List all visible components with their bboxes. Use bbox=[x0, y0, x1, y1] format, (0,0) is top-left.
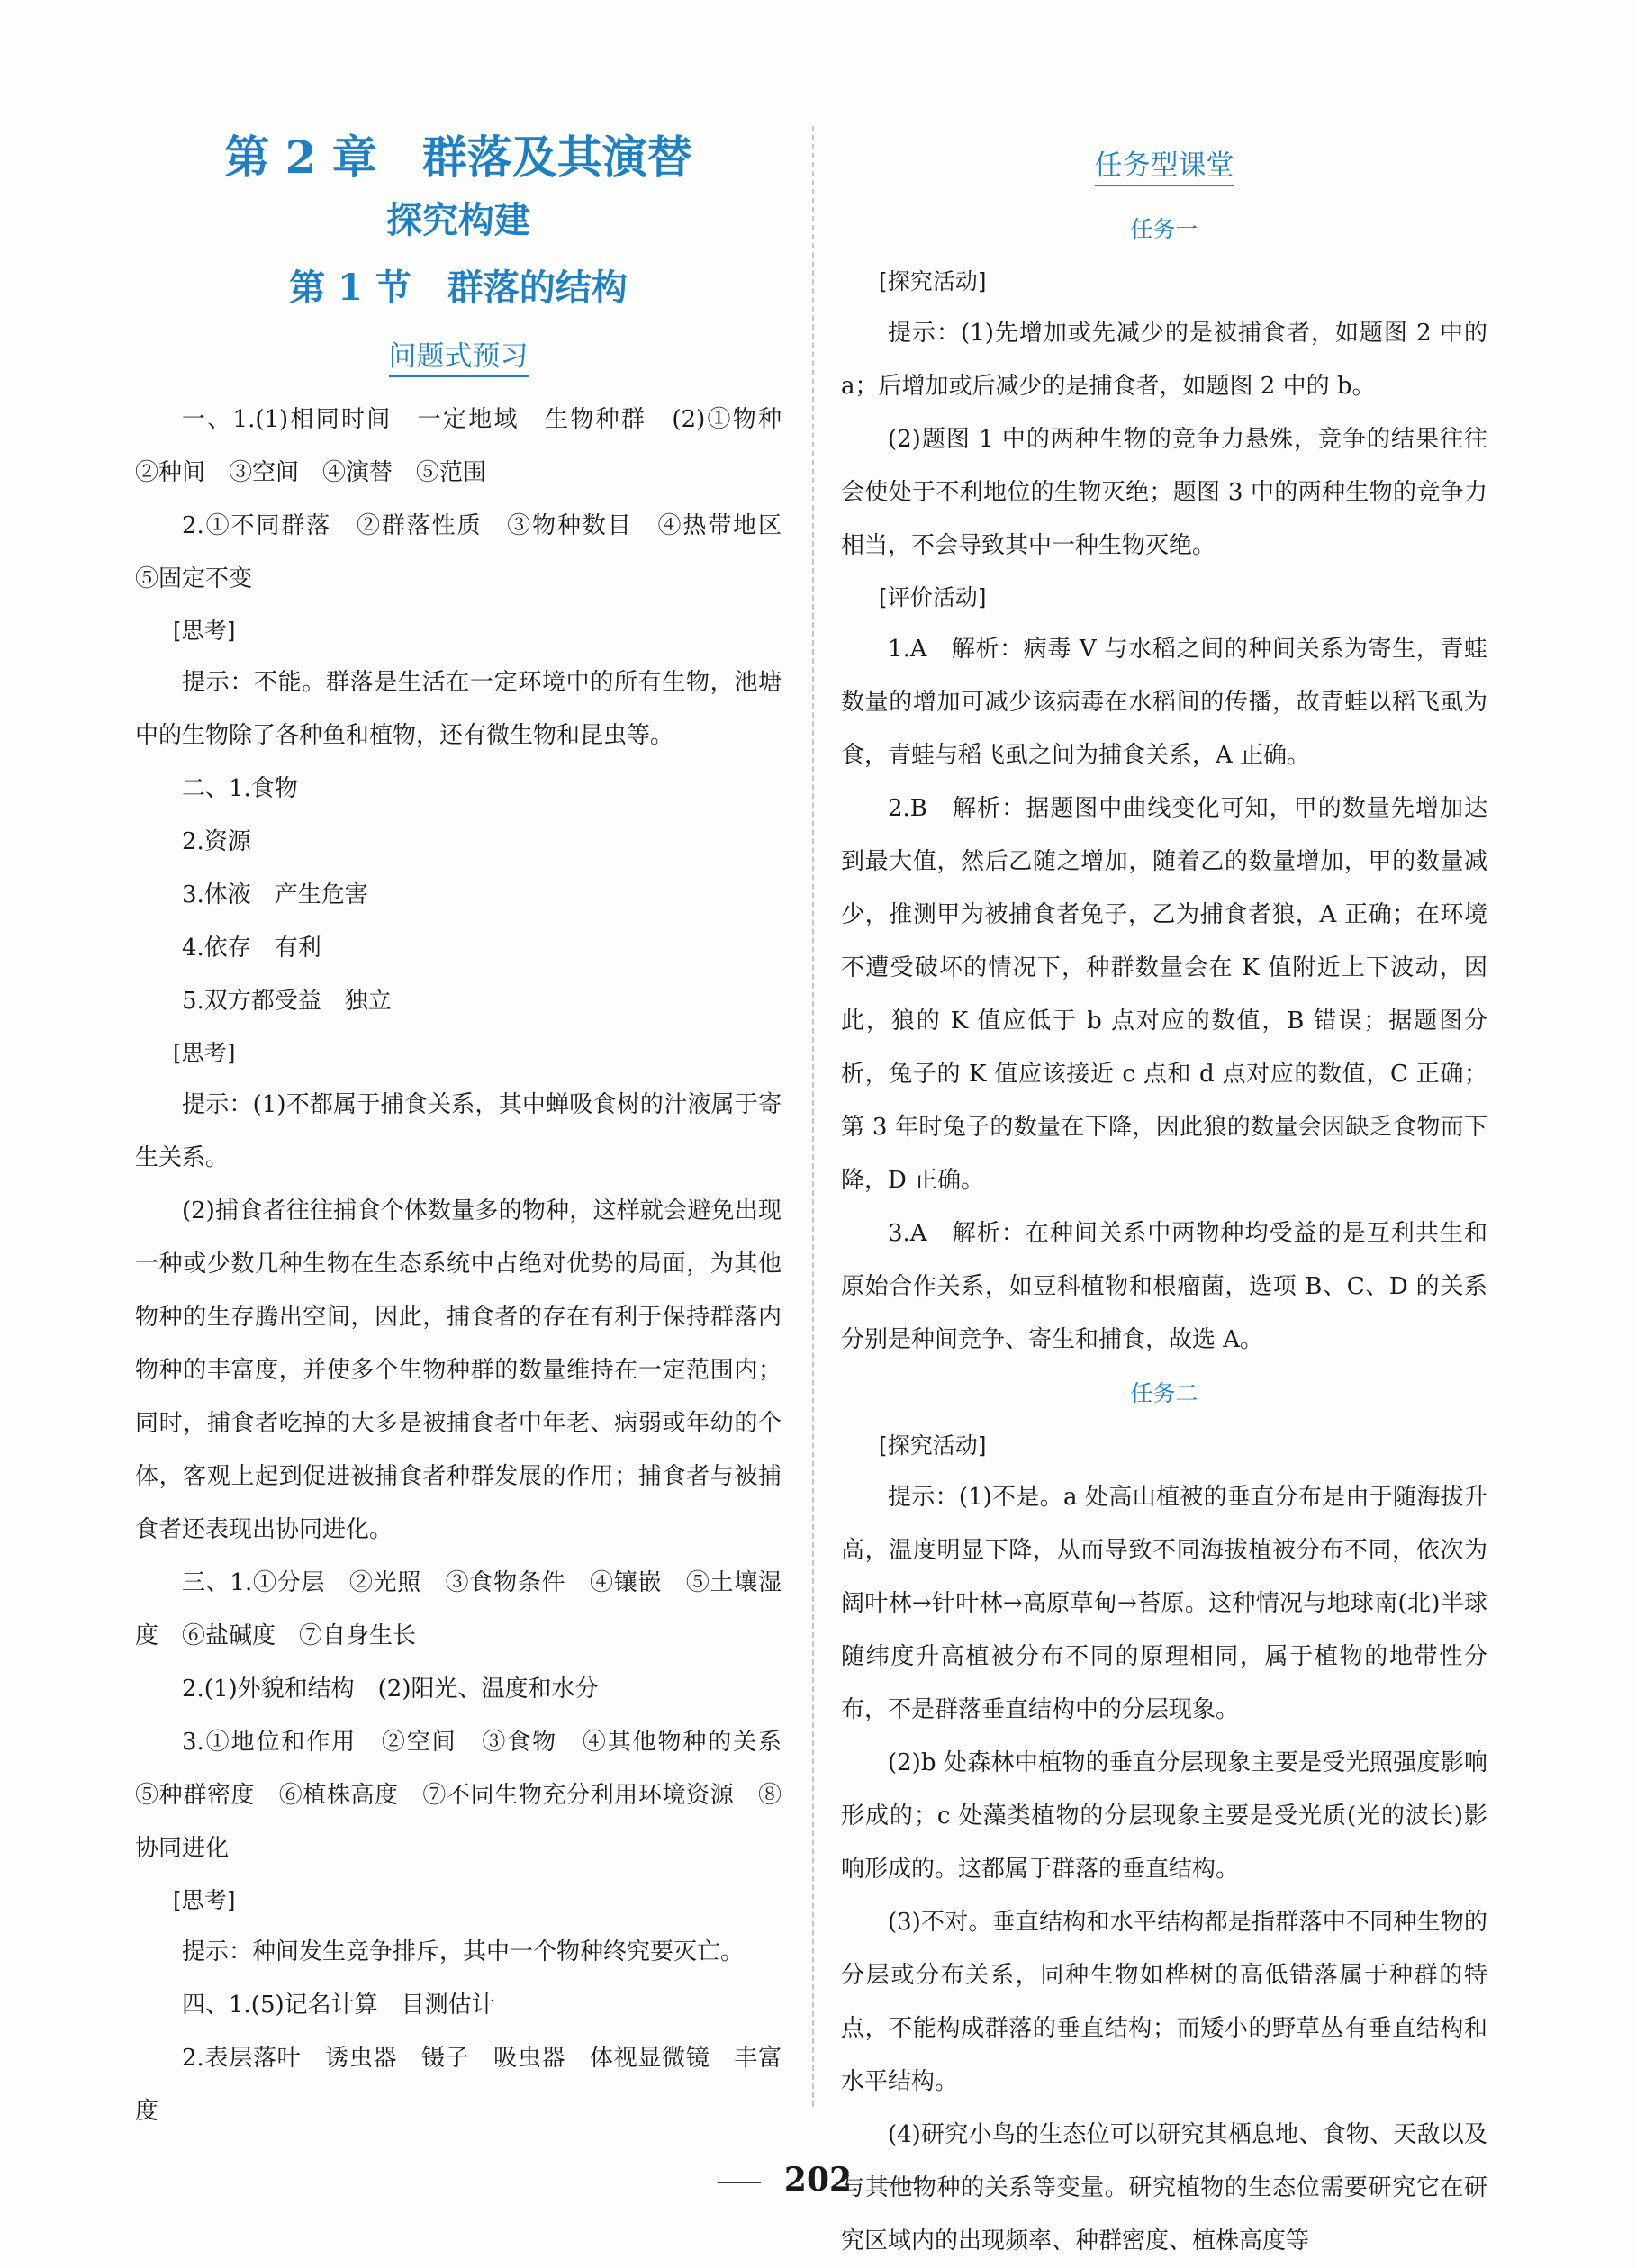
paragraph: (2)题图 1 中的两种生物的竞争力悬殊，竞争的结果往往会使处于不利地位的生物灭绝；题图 3 中的两种生物的竞争力相当，不会导致其中一种生物灭绝。 bbox=[841, 426, 1487, 559]
paragraph: 3.A 解析：在种间关系中两物种均受益的是互利共生和原始合作关系，如豆科植物和根瘤菌，选项 B、C、D 的关系分别是种间竞争、寄生和捕食，故选 A。 bbox=[841, 1220, 1487, 1353]
section-tag: [探究活动] bbox=[879, 1432, 987, 1459]
section-tag: [思考] bbox=[173, 1887, 236, 1913]
page-number: 202 bbox=[0, 2161, 1636, 2199]
paragraph: 提示：(1)不是。a 处高山植被的垂直分布是由于随海拔升高，温度明显下降，从而导致不同海拔植被分布不同，依次为阔叶林→针叶林→高原草甸→苔原。这种情况与地球南(北)半球随纬度升高植被分布不同的原理相同，属于植物的地带性分布，不是群落垂直结构中的分层现象。 bbox=[841, 1484, 1487, 1723]
right-body bbox=[841, 203, 1487, 2268]
preview-heading: 问题式预习 bbox=[135, 333, 782, 374]
paragraph: 2.B 解析：据题图中曲线变化可知，甲的数量先增加达到最大值，然后乙随之增加，随着乙的数量增加，甲的数量减少，推测甲为被捕食者兔子，乙为捕食者狼，A 正确；在环境不遭受破坏的情况下，种群数量会在 K 值附近上下波动，因此，狼的 K 值应低于 b 点对应的数值，B 错误；据题图分析，兔子的 K 值应该接近 c 点和 d 点对应的数值，C 正确；第 3 年时兔子的数量在下降，因此狼的数量会因缺乏食物而下降，D 正确。 bbox=[841, 795, 1487, 1194]
paragraph: 2.(1)外貌和结构 (2)阳光、温度和水分 bbox=[182, 1676, 599, 1703]
classroom-heading: 任务型课堂 bbox=[841, 142, 1487, 183]
paragraph: (4)研究小鸟的生态位可以研究其栖息地、食物、天敌以及与其他物种的关系等变量。研究植物的生态位需要研究它在研究区域内的出现频率、种群密度、植株高度等 bbox=[841, 2121, 1487, 2254]
paragraph: 3.体液 产生危害 bbox=[182, 881, 368, 908]
paragraph: (2)捕食者往往捕食个体数量多的物种，这样就会避免出现一种或少数几种生物在生态系统中占绝对优势的局面，为其他物种的生存腾出空间，因此，捕食者的存在有利于保持群落内物种的丰富度，并使多个生物种群的数量维持在一定范围内；同时，捕食者吃掉的大多是被捕食者中年老、病弱或年幼的个体，客观上起到促进被捕食者种群发展的作用；捕食者与被捕食者还表现出协同进化。 bbox=[135, 1197, 782, 1543]
paragraph: 2.表层落叶 诱虫器 镊子 吸虫器 体视显微镜 丰富度 bbox=[135, 2045, 782, 2125]
subtitle: 探究构建 bbox=[386, 199, 530, 241]
chapter-title: 第 2 章 群落及其演替 bbox=[224, 131, 692, 184]
section-tag: [思考] bbox=[173, 1040, 236, 1066]
paragraph: 提示：(1)先增加或先减少的是被捕食者，如题图 2 中的 a；后增加或后减少的是捕食者，如题图 2 中的 b。 bbox=[841, 320, 1487, 400]
task-heading: 任务一 bbox=[1130, 216, 1198, 242]
paragraph: 3.①地位和作用 ②空间 ③食物 ④其他物种的关系 ⑤种群密度 ⑥植株高度 ⑦不同生物充分利用环境资源 ⑧协同进化 bbox=[135, 1729, 806, 1862]
paragraph: (2)b 处森林中植物的垂直分层现象主要是受光照强度影响形成的；c 处藻类植物的分层现象主要是受光质(光的波长)影响形成的。这都属于群落的垂直结构。 bbox=[841, 1749, 1487, 1883]
column-divider bbox=[812, 126, 814, 2107]
task-heading: 任务二 bbox=[1130, 1380, 1198, 1406]
paragraph: 提示：种间发生竞争排斥，其中一个物种终究要灭亡。 bbox=[182, 1938, 745, 1965]
paragraph: 二、1.食物 bbox=[182, 775, 298, 802]
paragraph: 2.资源 bbox=[182, 828, 251, 855]
section-title: 第 1 节 群落的结构 bbox=[289, 267, 628, 309]
paragraph: 三、1.①分层 ②光照 ③食物条件 ④镶嵌 ⑤土壤湿度 ⑥盐碱度 ⑦自身生长 bbox=[135, 1569, 782, 1649]
left-body bbox=[135, 393, 806, 2138]
left-column bbox=[135, 117, 806, 2138]
paragraph: (3)不对。垂直结构和水平结构都是指群落中不同种生物的分层或分布关系，同种生物如桦树的高低错落属于种群的特点，不能构成群落的垂直结构；而矮小的野草丛有垂直结构和水平结构。 bbox=[841, 1909, 1487, 2095]
right-column bbox=[841, 117, 1487, 2268]
paragraph: 一、1.(1)相同时间 一定地域 生物种群 (2)①物种 ②种间 ③空间 ④演替 ⑤范围 bbox=[135, 406, 806, 486]
paragraph: 2.①不同群落 ②群落性质 ③物种数目 ④热带地区 ⑤固定不变 bbox=[135, 512, 806, 592]
section-tag: [思考] bbox=[173, 618, 236, 644]
section-tag: [评价活动] bbox=[879, 584, 987, 610]
paragraph: 1.A 解析：病毒 V 与水稻之间的种间关系为寄生，青蛙数量的增加可减少该病毒在水稻间的传播，故青蛙以稻飞虱为食，青蛙与稻飞虱之间为捕食关系，A 正确。 bbox=[841, 636, 1487, 769]
paragraph: 4.依存 有利 bbox=[182, 935, 321, 962]
paragraph: 提示：不能。群落是生活在一定环境中的所有生物，池塘中的生物除了各种鱼和植物，还有微生物和昆虫等。 bbox=[135, 669, 782, 749]
paragraph: 四、1.(5)记名计算 目测估计 bbox=[182, 1992, 495, 2019]
paragraph: 5.双方都受益 独立 bbox=[182, 988, 392, 1015]
section-tag: [探究活动] bbox=[879, 268, 987, 294]
paragraph: 提示：(1)不都属于捕食关系，其中蝉吸食树的汁液属于寄生关系。 bbox=[135, 1091, 782, 1171]
